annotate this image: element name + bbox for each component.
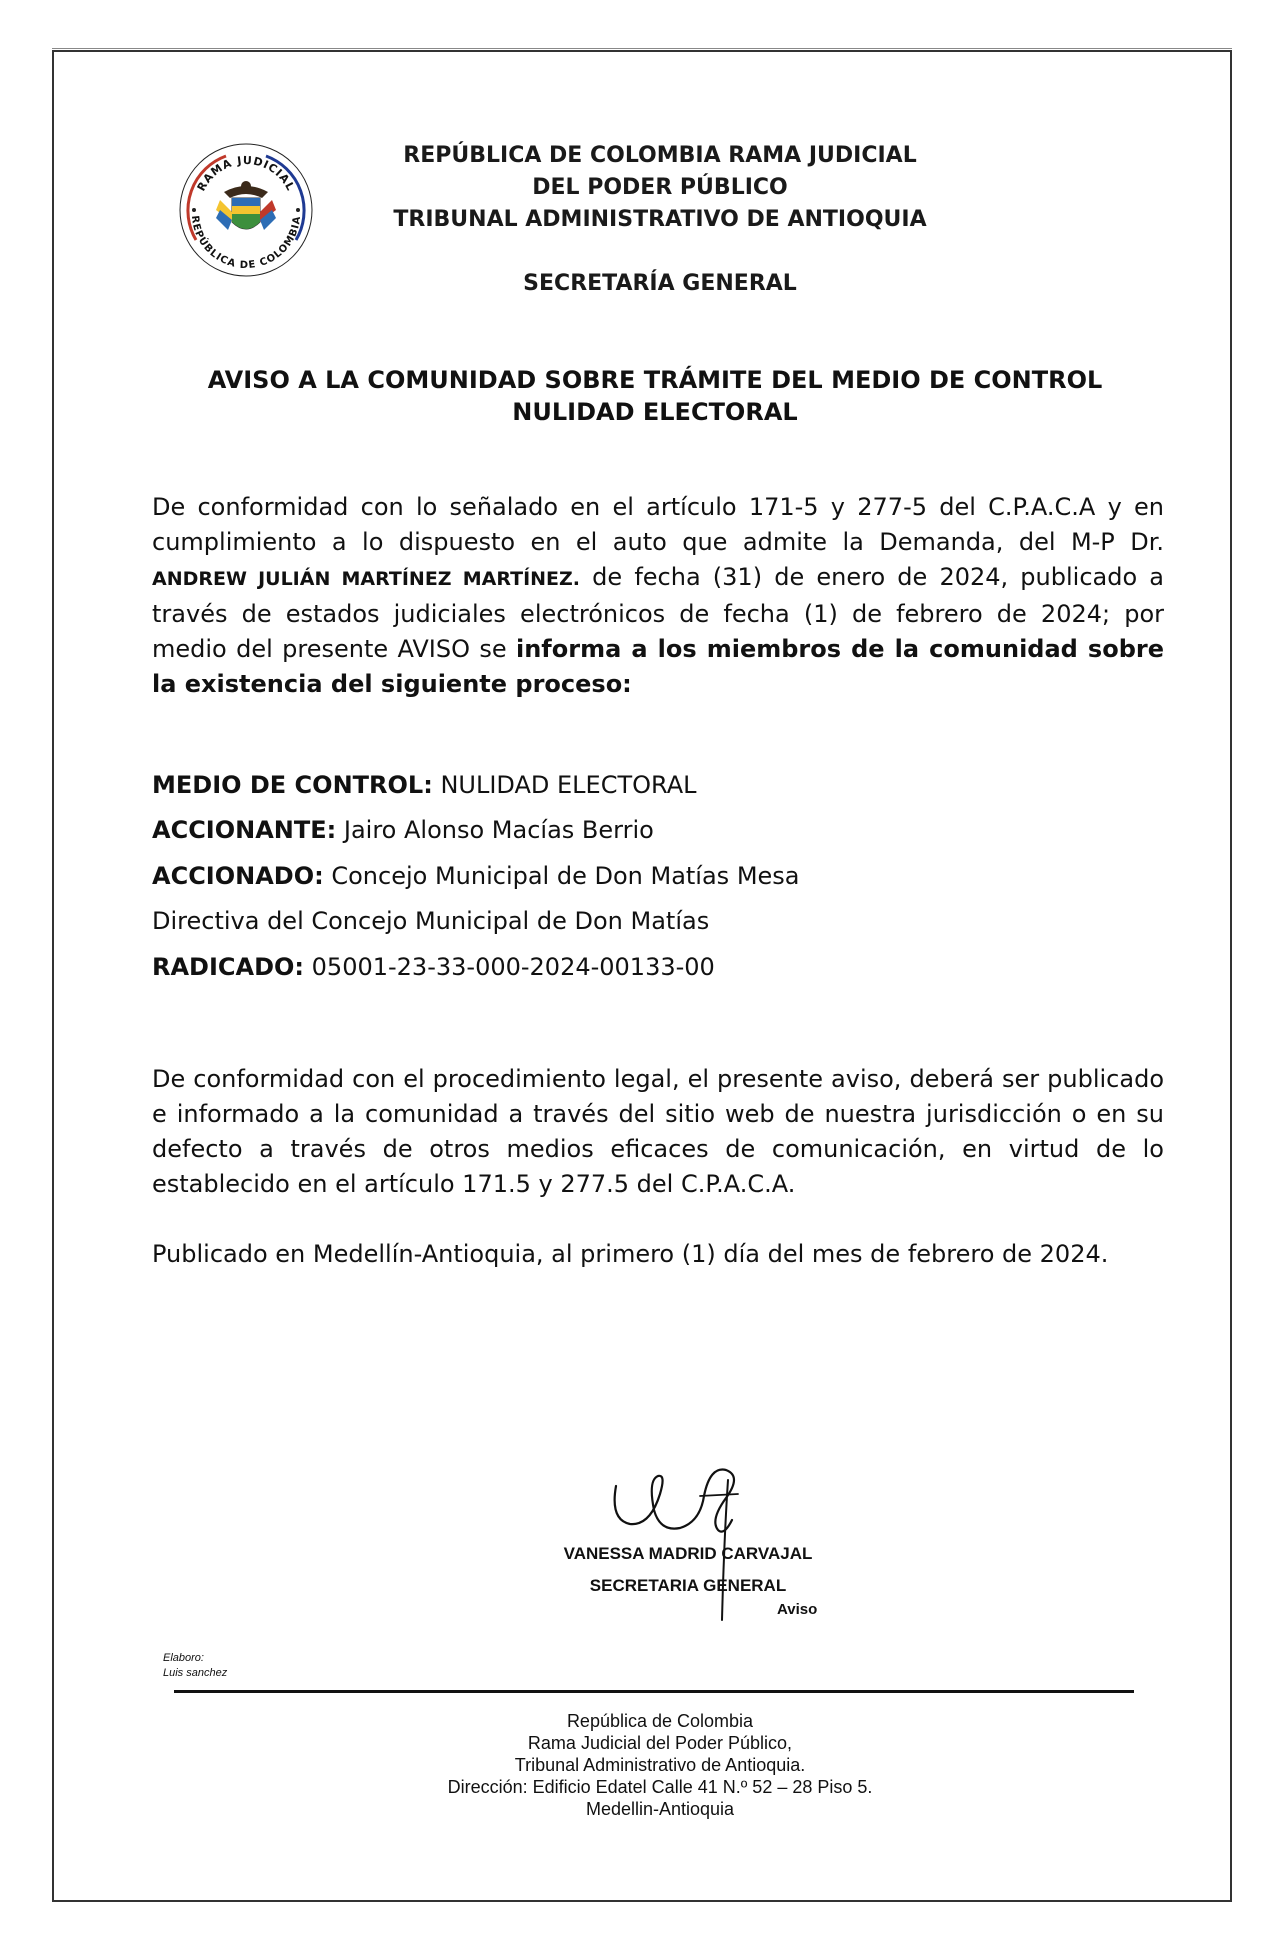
field-accionado [152,859,800,893]
svg-text:RAMA JUDICIAL: RAMA JUDICIAL [194,153,298,194]
field-accionante [152,813,654,847]
title-line-2: NULIDAD ELECTORAL [512,398,798,426]
header-line-2: DEL PODER PÚBLICO [532,175,788,200]
field-label: MEDIO DE CONTROL: [152,771,433,799]
field-value: NULIDAD ELECTORAL [440,771,697,799]
field-value: Concejo Municipal de Don Matías Mesa [331,862,800,890]
title-line-1: AVISO A LA COMUNIDAD SOBRE TRÁMITE DEL MEDIO DE CONTROL [207,366,1103,394]
judge-name: ANDREW JULIÁN MARTÍNEZ MARTÍNEZ. [152,568,581,590]
intro-text: De conformidad con lo señalado en el artículo 171-5 y 277-5 del C.P.A.C.A y en cumplimiento a lo dispuesto en el auto que admite la Demanda, del M-P Dr. [152,493,1164,556]
field-radicado [152,950,715,984]
document-title [150,364,1160,428]
field-label: ACCIONADO: [152,862,324,890]
signature-note: Aviso [777,1601,818,1618]
elaboro-label: Elaboro: [163,1652,204,1664]
rama-judicial-seal-icon [176,140,316,280]
inform-text: informa a los miembros de la comunidad sobre la existencia del siguiente proceso: [152,635,1165,698]
paragraph-published: Publicado en Medellín-Antioquia, al primero (1) día del mes de febrero de 2024. [152,1240,1109,1268]
footer-line-2: Rama Judicial del Poder Público, [527,1733,793,1753]
elaboro-name: Luis sanchez [163,1667,228,1679]
paragraph-intro [152,490,1164,702]
footer-divider [174,1690,1134,1693]
header-secretaria: SECRETARÍA GENERAL [523,271,797,296]
field-value: Jairo Alonso Macías Berrio [343,816,654,844]
footer-line-3: Tribunal Administrativo de Antioquia. [514,1755,806,1775]
field-accionado-continued: Directiva del Concejo Municipal de Don Matías [152,907,710,935]
svg-text:REPÚBLICA DE COLOMBIA: REPÚBLICA DE COLOMBIA [188,214,304,272]
paragraph-procedure: De conformidad con el procedimiento legal, el presente aviso, deberá ser publicado e informado a la comunidad a través del sitio web de nuestra jurisdicción o en su defecto a través de otros medios eficaces de comunicación, en virtud de lo establecido en el artículo 171.5 y 277.5 del C.P.A.C.A. [152,1065,1164,1198]
middle-text: de fecha (31) de enero de 2024, publicado a través de estados judiciales electrónicos de fecha (1) de febrero de 2024; por medio del presente AVISO se [152,563,1164,663]
header-line-1: REPÚBLICA DE COLOMBIA RAMA JUDICIAL [403,143,917,168]
footer-line-1: República de Colombia [566,1711,754,1731]
field-label: RADICADO: [152,953,305,981]
footer-city: Medellin-Antioquia [585,1799,735,1819]
field-label: ACCIONANTE: [152,816,337,844]
field-medio-de-control [152,768,697,802]
header-line-3: TRIBUNAL ADMINISTRATIVO DE ANTIOQUIA [393,207,927,232]
handwritten-signature [600,1440,760,1630]
signer-name: VANESSA MADRID CARVAJAL [563,1544,813,1563]
footer-address: Dirección: Edificio Edatel Calle 41 N.º 52 – 28 Piso 5. [447,1777,873,1797]
field-value: 05001-23-33-000-2024-00133-00 [311,953,715,981]
page-top-rule [52,48,1232,49]
signer-role: SECRETARIA GENERAL [589,1576,787,1595]
elaboro-block [163,1651,227,1681]
